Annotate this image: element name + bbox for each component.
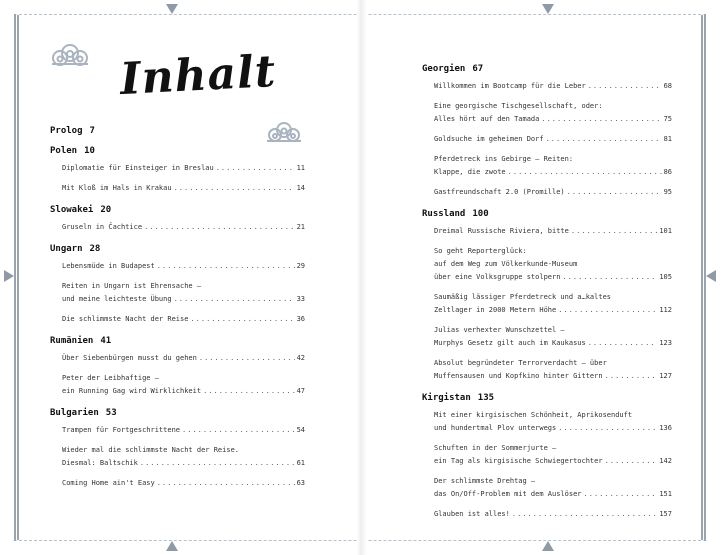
entry-title: Gruseln in Čachtice: [62, 223, 143, 231]
section-name: Georgien: [422, 64, 466, 74]
entry-line: [434, 337, 672, 350]
entry-page: 42: [296, 354, 305, 362]
section-page: 67: [472, 64, 484, 74]
section-page: 135: [477, 393, 495, 403]
entry-page: 127: [659, 372, 672, 380]
entry-line: [434, 508, 672, 521]
entry-line: [434, 324, 672, 337]
entry-line: [62, 352, 305, 365]
entry-page: 142: [659, 457, 672, 465]
entry-line: [434, 225, 672, 238]
entry-title: Über Siebenbürgen musst du gehen: [62, 354, 197, 362]
toc-entry: [434, 442, 672, 468]
toc-section: [422, 209, 672, 383]
entry-page: 157: [659, 510, 672, 518]
triangle-marker-icon: [4, 270, 14, 282]
leader-dots: [558, 422, 657, 435]
section-page: 28: [89, 244, 101, 254]
entry-line: [62, 221, 305, 234]
entry-page: 112: [659, 306, 672, 314]
entry-line: [62, 182, 305, 195]
entry-line: [434, 370, 672, 383]
entry-title: Trampen für Fortgeschrittene: [62, 426, 181, 434]
toc-entry: [62, 477, 305, 490]
section-name: Polen: [50, 146, 78, 156]
toc-entry: [62, 313, 305, 326]
toc-left-column: [50, 126, 305, 500]
entry-title: Eine georgische Tischgesellschaft, oder:: [434, 102, 603, 110]
section-page: 53: [105, 408, 117, 418]
entry-page: 136: [659, 424, 672, 432]
triangle-marker-icon: [542, 541, 554, 551]
entry-title: Lebensmüde in Budapest: [62, 262, 155, 270]
toc-right-column: [422, 64, 672, 531]
entry-title: Mit Kloß im Hals in Krakau: [62, 184, 172, 192]
entry-title: Der schlimmste Drehtag –: [434, 477, 536, 485]
leader-dots: [157, 477, 295, 490]
triangle-marker-icon: [166, 4, 178, 14]
entry-line: [434, 153, 672, 166]
toc-section: [422, 64, 672, 199]
section-page: 10: [84, 146, 95, 156]
entry-title: und meine leichteste Übung: [62, 295, 172, 303]
leader-dots: [199, 352, 295, 365]
entry-title: und hundertmal Plov unterwegs: [434, 424, 557, 432]
section-name: Bulgarien: [50, 408, 99, 418]
triangle-marker-icon: [706, 270, 716, 282]
leader-dots: [174, 182, 295, 195]
toc-section: [50, 244, 305, 326]
toc-entry: [62, 182, 305, 195]
entry-line: [434, 271, 672, 284]
leader-dots: [512, 508, 657, 521]
entry-line: [434, 245, 672, 258]
leader-dots: [605, 370, 658, 383]
leader-dots: [140, 457, 295, 470]
toc-entry: [434, 225, 672, 238]
entry-page: 63: [296, 479, 305, 487]
entry-title: Zeltlager in 2000 Metern Höhe: [434, 306, 557, 314]
section-name: Russland: [422, 209, 466, 219]
entry-title: Diplomatie für Einsteiger in Breslau: [62, 164, 214, 172]
leader-dots: [190, 313, 294, 326]
toc-entry: [62, 372, 305, 398]
entry-title: auf dem Weg zum Völkerkunde-Museum: [434, 260, 578, 268]
leader-dots: [588, 80, 662, 93]
entry-line: [434, 291, 672, 304]
section-name: Slowakei: [50, 205, 94, 215]
entry-line: [62, 260, 305, 273]
section-heading: [50, 244, 305, 254]
entry-page: 54: [296, 426, 305, 434]
toc-entry: [62, 260, 305, 273]
entry-title: ein Tag als kirgisische Schwiegertochter: [434, 457, 603, 465]
entry-title: Coming Home ain't Easy: [62, 479, 155, 487]
entry-page: 95: [663, 188, 672, 196]
leader-dots: [605, 455, 658, 468]
toc-entry: [62, 352, 305, 365]
toc-entry: [62, 162, 305, 175]
entry-line: [434, 409, 672, 422]
section-page: 20: [100, 205, 112, 215]
toc-entry: [434, 409, 672, 435]
section-heading: [422, 209, 672, 219]
entry-page: 61: [296, 459, 305, 467]
entry-title: ein Running Gag wird Wirklichkeit: [62, 387, 202, 395]
section-name: Ungarn: [50, 244, 83, 254]
toc-entry: [62, 424, 305, 437]
entry-title: Wieder mal die schlimmste Nacht der Reise.: [62, 446, 240, 454]
leader-dots: [546, 133, 662, 146]
entry-line: [434, 133, 672, 146]
leader-dots: [562, 271, 657, 284]
book-gutter: [357, 0, 367, 555]
leader-dots: [216, 162, 295, 175]
entry-title: Diesmal: Baltschik: [62, 459, 138, 467]
toc-section: [422, 393, 672, 521]
entry-title: Absolut begründeter Terrorverdacht – über: [434, 359, 607, 367]
section-heading: [422, 64, 672, 74]
entry-title: Muffensausen und Kopfkino hinter Gittern: [434, 372, 603, 380]
entry-title: Goldsuche im geheimen Dorf: [434, 135, 544, 143]
leader-dots: [541, 113, 661, 126]
entry-line: [434, 455, 672, 468]
leader-dots: [584, 488, 658, 501]
leader-dots: [157, 260, 295, 273]
section-name: Rumänien: [50, 336, 94, 346]
entry-title: Schuften in der Sommerjurte –: [434, 444, 557, 452]
entry-page: 81: [663, 135, 672, 143]
entry-line: [434, 422, 672, 435]
entry-line: [434, 186, 672, 199]
toc-entry: [434, 100, 672, 126]
section-heading: [50, 146, 305, 156]
entry-line: [62, 424, 305, 437]
entry-line: [62, 293, 305, 306]
entry-page: 68: [663, 82, 672, 90]
toc-section: [50, 126, 305, 136]
entry-title: Murphys Gesetz gilt auch im Kaukasus: [434, 339, 586, 347]
triangle-marker-icon: [166, 541, 178, 551]
entry-line: [62, 280, 305, 293]
entry-title: über eine Volksgruppe stolpern: [434, 273, 561, 281]
toc-entry: [434, 80, 672, 93]
entry-page: 123: [659, 339, 672, 347]
section-heading: [50, 336, 305, 346]
toc-entry: [62, 221, 305, 234]
entry-line: [434, 166, 672, 179]
entry-page: 29: [296, 262, 305, 270]
entry-title: Glauben ist alles!: [434, 510, 510, 518]
toc-entry: [434, 153, 672, 179]
entry-line: [434, 113, 672, 126]
toc-entry: [434, 245, 672, 284]
entry-title: Dreimal Russische Riviera, bitte: [434, 227, 569, 235]
section-heading: [422, 393, 672, 403]
section-heading: [50, 205, 305, 215]
toc-section: [50, 336, 305, 398]
entry-line: [434, 80, 672, 93]
leader-dots: [174, 293, 295, 306]
entry-line: [62, 477, 305, 490]
entry-title: Pferdetreck ins Gebirge – Reiten:: [434, 155, 574, 163]
entry-line: [434, 357, 672, 370]
entry-line: [62, 457, 305, 470]
entry-line: [434, 258, 672, 271]
entry-title: Alles hört auf den Tamada: [434, 115, 540, 123]
entry-line: [434, 100, 672, 113]
leader-dots: [203, 385, 294, 398]
section-heading: [50, 126, 305, 136]
leader-dots: [567, 186, 662, 199]
entry-title: Klappe, die zwote: [434, 168, 506, 176]
entry-line: [434, 488, 672, 501]
entry-page: 36: [296, 315, 305, 323]
entry-title: das On/Off-Problem mit dem Auslöser: [434, 490, 582, 498]
entry-page: 33: [296, 295, 305, 303]
leader-dots: [558, 304, 657, 317]
entry-title: So geht Reporterglück:: [434, 247, 527, 255]
toc-entry: [434, 324, 672, 350]
leader-dots: [508, 166, 662, 179]
toc-entry: [434, 357, 672, 383]
entry-line: [62, 313, 305, 326]
cloud-icon: [50, 44, 90, 68]
entry-title: Mit einer kirgisischen Schönheit, Aprikosenduft: [434, 411, 633, 419]
entry-line: [62, 444, 305, 457]
page-title: Inhalt: [118, 45, 278, 106]
entry-title: Peter der Leibhaftige –: [62, 374, 159, 382]
entry-title: Gastfreundschaft 2.0 (Promille): [434, 188, 565, 196]
toc-entry: [62, 444, 305, 470]
entry-title: Reiten in Ungarn ist Ehrensache –: [62, 282, 202, 290]
section-heading: [50, 408, 305, 418]
entry-line: [434, 442, 672, 455]
entry-title: Saumäßig lässiger Pferdetreck und a…kaltes: [434, 293, 612, 301]
toc-entry: [434, 186, 672, 199]
entry-title: Willkommen im Bootcamp für die Leber: [434, 82, 586, 90]
entry-line: [434, 304, 672, 317]
toc-section: [50, 205, 305, 234]
entry-page: 47: [296, 387, 305, 395]
entry-title: Die schlimmste Nacht der Reise: [62, 315, 189, 323]
toc-entry: [62, 280, 305, 306]
entry-page: 14: [296, 184, 305, 192]
section-name: Prolog: [50, 126, 83, 136]
toc-entry: [434, 508, 672, 521]
toc-entry: [434, 475, 672, 501]
section-name: Kirgistan: [422, 393, 471, 403]
entry-line: [62, 372, 305, 385]
entry-page: 21: [296, 223, 305, 231]
entry-line: [62, 162, 305, 175]
entry-line: [434, 475, 672, 488]
entry-page: 151: [659, 490, 672, 498]
leader-dots: [588, 337, 658, 350]
toc-entry: [434, 291, 672, 317]
toc-entry: [434, 133, 672, 146]
entry-page: 75: [663, 115, 672, 123]
section-page: 41: [100, 336, 112, 346]
leader-dots: [144, 221, 294, 234]
section-page: 7: [89, 126, 95, 136]
entry-title: Julias verhexter Wunschzettel –: [434, 326, 565, 334]
entry-page: 11: [296, 164, 305, 172]
leader-dots: [182, 424, 295, 437]
toc-section: [50, 146, 305, 195]
section-page: 100: [472, 209, 489, 219]
entry-line: [62, 385, 305, 398]
entry-page: 105: [659, 273, 672, 281]
entry-page: 86: [663, 168, 672, 176]
leader-dots: [571, 225, 657, 238]
triangle-marker-icon: [542, 4, 554, 14]
entry-page: 101: [659, 227, 672, 235]
toc-section: [50, 408, 305, 490]
